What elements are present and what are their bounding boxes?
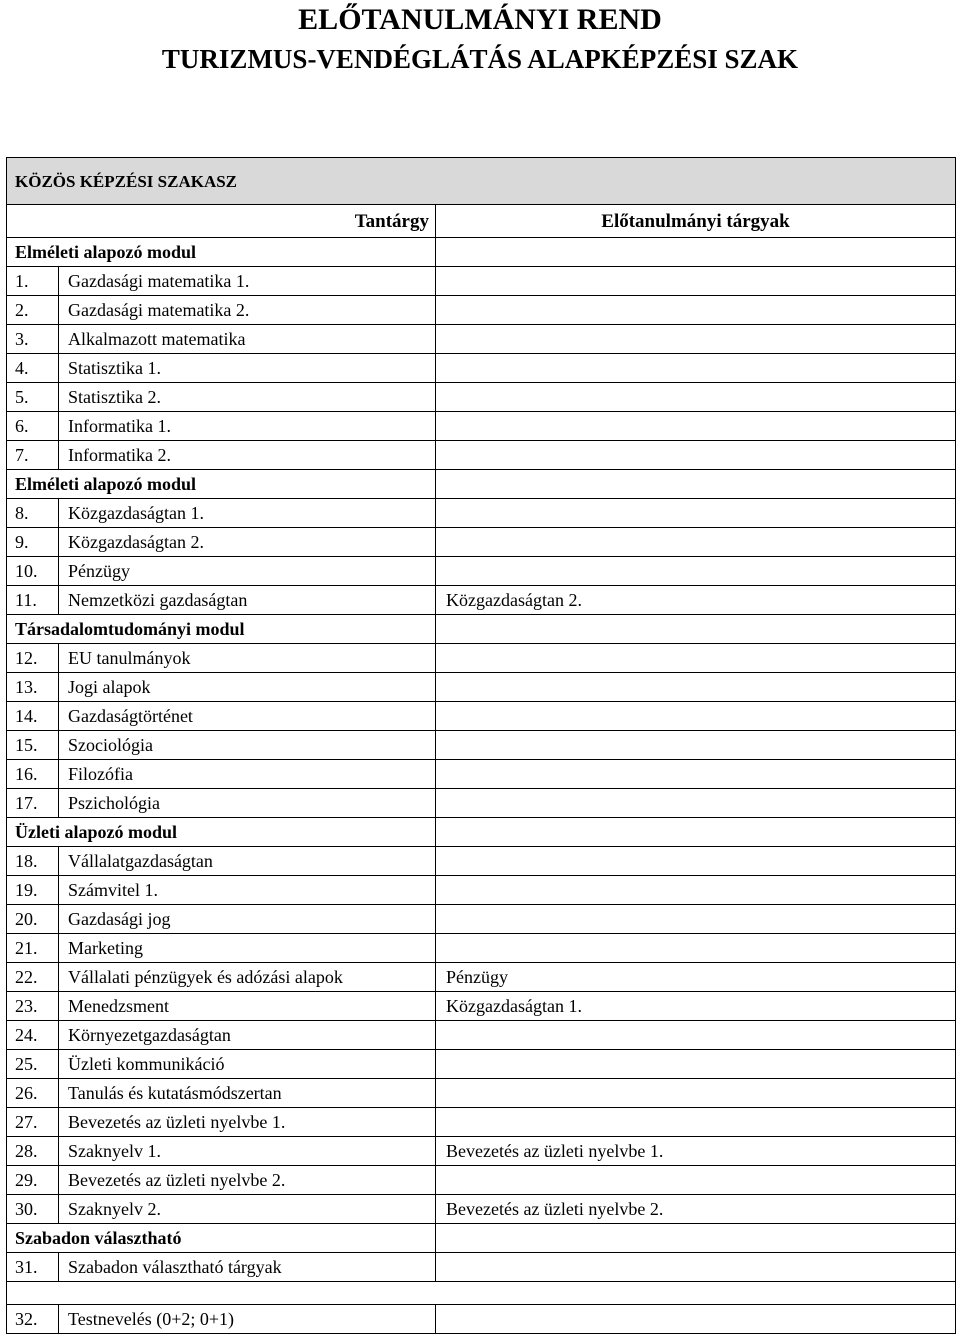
table-row [7, 876, 956, 905]
prerequisite: Közgazdaságtan 1. [436, 992, 956, 1021]
table-row [7, 1137, 956, 1166]
module-prereq-cell [436, 470, 956, 499]
table-row [7, 499, 956, 528]
table-row [7, 905, 956, 934]
module-row [7, 470, 956, 499]
subject-name: Bevezetés az üzleti nyelvbe 2. [59, 1166, 436, 1195]
prerequisite [436, 354, 956, 383]
subject-name: Informatika 2. [59, 441, 436, 470]
row-number: 7. [7, 441, 59, 470]
table-row [7, 325, 956, 354]
header-prerequisites: Előtanulmányi tárgyak [436, 205, 956, 238]
subject-name: Üzleti kommunikáció [59, 1050, 436, 1079]
table-row [7, 267, 956, 296]
prerequisite: Bevezetés az üzleti nyelvbe 2. [436, 1195, 956, 1224]
row-number: 15. [7, 731, 59, 760]
prerequisite [436, 1166, 956, 1195]
page-title: ELŐTANULMÁNYI REND [298, 3, 662, 36]
module-prereq-cell [436, 1224, 956, 1253]
row-number: 8. [7, 499, 59, 528]
subject-name: Számvitel 1. [59, 876, 436, 905]
table-row [7, 1305, 956, 1334]
row-number: 1. [7, 267, 59, 296]
row-number: 6. [7, 412, 59, 441]
prerequisite [436, 528, 956, 557]
module-label: Szabadon választható [7, 1224, 436, 1253]
subject-name: Szociológia [59, 731, 436, 760]
prerequisite [436, 847, 956, 876]
prerequisite: Pénzügy [436, 963, 956, 992]
table-row [7, 296, 956, 325]
module-row [7, 615, 956, 644]
table-row [7, 441, 956, 470]
subject-name: Testnevelés (0+2; 0+1) [59, 1305, 436, 1334]
row-number: 3. [7, 325, 59, 354]
prerequisite-table [6, 157, 956, 1334]
table-row [7, 934, 956, 963]
table-row [7, 644, 956, 673]
row-number: 31. [7, 1253, 59, 1282]
prerequisite [436, 673, 956, 702]
table-row [7, 383, 956, 412]
prerequisite [436, 325, 956, 354]
table-row [7, 586, 956, 615]
table-row [7, 673, 956, 702]
spacer-row [7, 1282, 956, 1305]
table-row [7, 1166, 956, 1195]
row-number: 14. [7, 702, 59, 731]
prerequisite [436, 296, 956, 325]
spacer-cell [7, 1282, 956, 1305]
section-row [7, 158, 956, 205]
table-row [7, 847, 956, 876]
subject-name: Közgazdaságtan 1. [59, 499, 436, 528]
prerequisite [436, 267, 956, 296]
subject-name: Vállalatgazdaságtan [59, 847, 436, 876]
page-subtitle: TURIZMUS-VENDÉGLÁTÁS ALAPKÉPZÉSI SZAK [161, 44, 799, 74]
prerequisite [436, 1021, 956, 1050]
subject-name: Szaknyelv 2. [59, 1195, 436, 1224]
subject-name: Menedzsment [59, 992, 436, 1021]
prerequisite [436, 702, 956, 731]
table-row [7, 963, 956, 992]
table-row [7, 1108, 956, 1137]
table-row [7, 1079, 956, 1108]
subject-name: Jogi alapok [59, 673, 436, 702]
row-number: 32. [7, 1305, 59, 1334]
prerequisite [436, 441, 956, 470]
prerequisite [436, 1050, 956, 1079]
subject-name: Pszichológia [59, 789, 436, 818]
row-number: 26. [7, 1079, 59, 1108]
subject-name: Alkalmazott matematika [59, 325, 436, 354]
module-label: Üzleti alapozó modul [7, 818, 436, 847]
prerequisite [436, 557, 956, 586]
prerequisite [436, 1079, 956, 1108]
header-subject: Tantárgy [7, 205, 436, 238]
subject-name: Pénzügy [59, 557, 436, 586]
subject-name: Szabadon választható tárgyak [59, 1253, 436, 1282]
prerequisite [436, 644, 956, 673]
row-number: 28. [7, 1137, 59, 1166]
subject-name: Gazdasági jog [59, 905, 436, 934]
row-number: 30. [7, 1195, 59, 1224]
module-label: Elméleti alapozó modul [7, 470, 436, 499]
row-number: 13. [7, 673, 59, 702]
prerequisite: Bevezetés az üzleti nyelvbe 1. [436, 1137, 956, 1166]
row-number: 21. [7, 934, 59, 963]
table-row [7, 1253, 956, 1282]
module-prereq-cell [436, 615, 956, 644]
module-label: Társadalomtudományi modul [7, 615, 436, 644]
prerequisite [436, 876, 956, 905]
table-row [7, 1021, 956, 1050]
prerequisite [436, 499, 956, 528]
prerequisite [436, 905, 956, 934]
table-row [7, 731, 956, 760]
row-number: 5. [7, 383, 59, 412]
row-number: 16. [7, 760, 59, 789]
section-title: KÖZÖS KÉPZÉSI SZAKASZ [7, 158, 956, 205]
subject-name: Közgazdaságtan 2. [59, 528, 436, 557]
table-row [7, 412, 956, 441]
subject-name: Marketing [59, 934, 436, 963]
module-row [7, 1224, 956, 1253]
prerequisite [436, 383, 956, 412]
row-number: 25. [7, 1050, 59, 1079]
module-prereq-cell [436, 818, 956, 847]
row-number: 20. [7, 905, 59, 934]
row-number: 19. [7, 876, 59, 905]
table-row [7, 354, 956, 383]
row-number: 12. [7, 644, 59, 673]
table-row [7, 702, 956, 731]
subject-name: Környezetgazdaságtan [59, 1021, 436, 1050]
subject-name: Vállalati pénzügyek és adózási alapok [59, 963, 436, 992]
prerequisite [436, 731, 956, 760]
row-number: 27. [7, 1108, 59, 1137]
module-label: Elméleti alapozó modul [7, 238, 436, 267]
subject-name: Bevezetés az üzleti nyelvbe 1. [59, 1108, 436, 1137]
prerequisite: Közgazdaságtan 2. [436, 586, 956, 615]
subject-name: Statisztika 1. [59, 354, 436, 383]
prerequisite [436, 934, 956, 963]
row-number: 9. [7, 528, 59, 557]
row-number: 23. [7, 992, 59, 1021]
module-row [7, 818, 956, 847]
prerequisite [436, 1108, 956, 1137]
row-number: 4. [7, 354, 59, 383]
subject-name: Gazdaságtörténet [59, 702, 436, 731]
row-number: 17. [7, 789, 59, 818]
subject-name: Gazdasági matematika 2. [59, 296, 436, 325]
prerequisite [436, 789, 956, 818]
row-number: 11. [7, 586, 59, 615]
subject-name: Filozófia [59, 760, 436, 789]
subject-name: Szaknyelv 1. [59, 1137, 436, 1166]
table-row [7, 789, 956, 818]
header-row [7, 205, 956, 238]
table-row [7, 1050, 956, 1079]
table-row [7, 992, 956, 1021]
row-number: 22. [7, 963, 59, 992]
table-row [7, 760, 956, 789]
table-row [7, 1195, 956, 1224]
subject-name: Gazdasági matematika 1. [59, 267, 436, 296]
row-number: 18. [7, 847, 59, 876]
subject-name: Informatika 1. [59, 412, 436, 441]
row-number: 24. [7, 1021, 59, 1050]
table-row [7, 557, 956, 586]
module-row [7, 238, 956, 267]
row-number: 2. [7, 296, 59, 325]
row-number: 10. [7, 557, 59, 586]
prerequisite [436, 412, 956, 441]
table-row [7, 528, 956, 557]
subject-name: Tanulás és kutatásmódszertan [59, 1079, 436, 1108]
subject-name: Nemzetközi gazdaságtan [59, 586, 436, 615]
module-prereq-cell [436, 238, 956, 267]
subject-name: Statisztika 2. [59, 383, 436, 412]
prerequisite [436, 1253, 956, 1282]
row-number: 29. [7, 1166, 59, 1195]
prerequisite [436, 760, 956, 789]
prerequisite [436, 1305, 956, 1334]
subject-name: EU tanulmányok [59, 644, 436, 673]
